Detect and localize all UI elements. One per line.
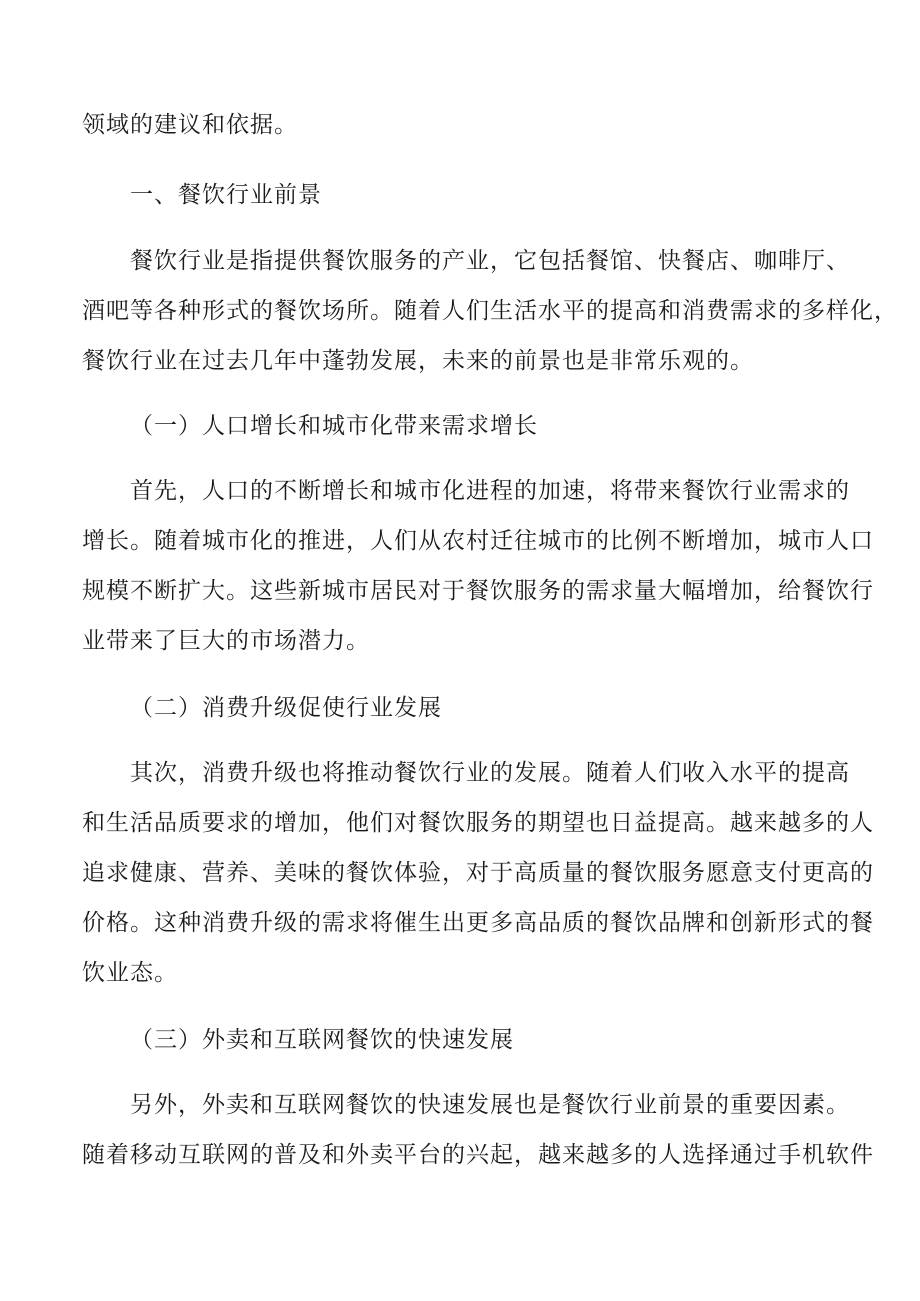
paragraph-line: 业带来了巨大的市场潜力。 [82, 628, 370, 654]
subsection-heading: （二）消费升级促使行业发展 [130, 695, 442, 721]
paragraph-line: 增长。随着城市化的推进，人们从农村迁往城市的比例不断增加，城市人口 [82, 528, 874, 554]
paragraph-line: 追求健康、营养、美味的餐饮体验，对于高质量的餐饮服务愿意支付更高的 [82, 860, 874, 886]
subsection-heading: （三）外卖和互联网餐饮的快速发展 [130, 1027, 514, 1053]
paragraph-line: 规模不断扩大。这些新城市居民对于餐饮服务的需求量大幅增加，给餐饮行 [82, 578, 874, 604]
paragraph-line: 价格。这种消费升级的需求将催生出更多高品质的餐饮品牌和创新形式的餐 [82, 910, 874, 936]
paragraph-line: 餐饮行业是指提供餐饮服务的产业，它包括餐馆、快餐店、咖啡厅、 [130, 248, 850, 274]
paragraph-line: 餐饮行业在过去几年中蓬勃发展，未来的前景也是非常乐观的。 [82, 348, 754, 374]
paragraph-line: 另外，外卖和互联网餐饮的快速发展也是餐饮行业前景的重要因素。 [130, 1092, 850, 1118]
paragraph-line: 随着移动互联网的普及和外卖平台的兴起，越来越多的人选择通过手机软件 [82, 1142, 874, 1168]
paragraph-line: 其次，消费升级也将推动餐饮行业的发展。随着人们收入水平的提高 [130, 760, 850, 786]
paragraph-line: 饮业态。 [82, 960, 178, 986]
paragraph-line: 首先，人口的不断增长和城市化进程的加速，将带来餐饮行业需求的 [130, 478, 850, 504]
paragraph-line: 和生活品质要求的增加，他们对餐饮服务的期望也日益提高。越来越多的人 [82, 810, 874, 836]
paragraph-line: 酒吧等各种形式的餐饮场所。随着人们生活水平的提高和消费需求的多样化， [82, 298, 898, 324]
section-heading: 一、餐饮行业前景 [130, 182, 322, 208]
subsection-heading: （一）人口增长和城市化带来需求增长 [130, 413, 538, 439]
intro-tail-line: 领域的建议和依据。 [82, 112, 298, 138]
